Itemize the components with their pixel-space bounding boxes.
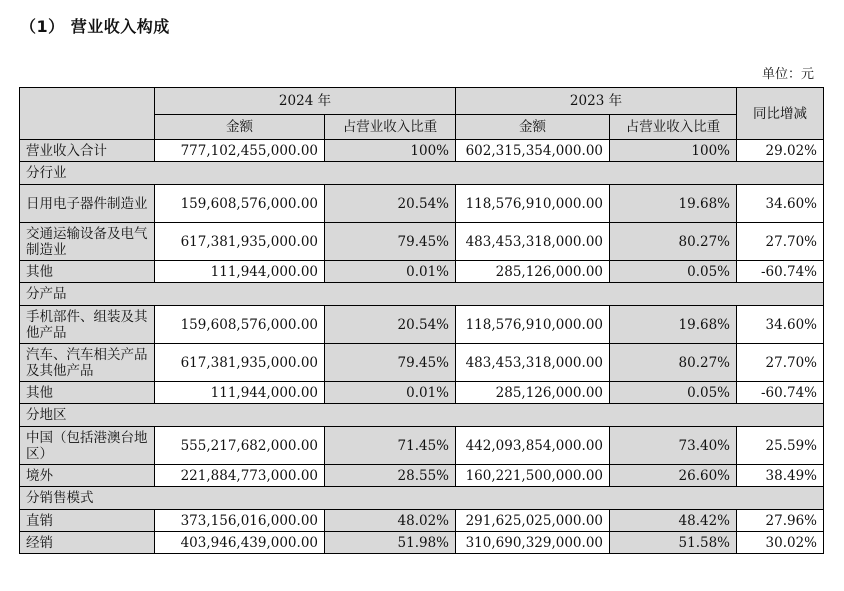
- amount-2023-cell: 442,093,854,000.00: [456, 427, 610, 465]
- ratio-2023-cell: 0.05%: [610, 382, 737, 404]
- unit-label: 单位：元: [761, 67, 814, 82]
- row-label: 交通运输设备及电气制造业: [20, 223, 155, 261]
- table-row: [20, 382, 824, 404]
- section-label: 分行业: [20, 162, 824, 185]
- header-blank: [20, 88, 155, 140]
- revenue-composition-table: [19, 87, 824, 554]
- section-label: 分销售模式: [20, 487, 824, 510]
- row-label: 经销: [20, 532, 155, 554]
- yoy-cell: 30.02%: [737, 532, 824, 554]
- amount-2024-cell: 159,608,576,000.00: [155, 306, 325, 344]
- ratio-2023-cell: 73.40%: [610, 427, 737, 465]
- yoy-cell: -60.74%: [737, 261, 824, 283]
- table-row: [20, 306, 824, 344]
- yoy-cell: 27.70%: [737, 223, 824, 261]
- section-title: （1） 营业收入构成: [20, 17, 170, 36]
- ratio-2023-cell: 19.68%: [610, 185, 737, 223]
- ratio-2024-cell: 79.45%: [325, 344, 456, 382]
- ratio-2024-cell: 20.54%: [325, 306, 456, 344]
- amount-2024-cell: 617,381,935,000.00: [155, 344, 325, 382]
- header-ratio-2024: 占营业收入比重: [325, 115, 456, 140]
- yoy-cell: 29.02%: [737, 140, 824, 162]
- yoy-cell: 27.96%: [737, 510, 824, 532]
- section-label: 分产品: [20, 283, 824, 306]
- ratio-2024-cell: 79.45%: [325, 223, 456, 261]
- table-row: [20, 344, 824, 382]
- header-amount-2024: 金额: [155, 115, 325, 140]
- yoy-cell: 27.70%: [737, 344, 824, 382]
- amount-2023-cell: 483,453,318,000.00: [456, 223, 610, 261]
- amount-2023-cell: 285,126,000.00: [456, 382, 610, 404]
- yoy-cell: -60.74%: [737, 382, 824, 404]
- ratio-2023-cell: 80.27%: [610, 344, 737, 382]
- amount-2023-cell: 291,625,025,000.00: [456, 510, 610, 532]
- header-year-2023: 2023 年: [456, 88, 737, 115]
- table-row: [20, 510, 824, 532]
- ratio-2023-cell: 51.58%: [610, 532, 737, 554]
- section-row: [20, 404, 824, 427]
- amount-2023-cell: 310,690,329,000.00: [456, 532, 610, 554]
- section-row: [20, 283, 824, 306]
- row-label: 其他: [20, 261, 155, 283]
- section-row: [20, 487, 824, 510]
- row-label: 境外: [20, 465, 155, 487]
- amount-2024-cell: 159,608,576,000.00: [155, 185, 325, 223]
- row-label: 日用电子器件制造业: [20, 185, 155, 223]
- row-label: 中国（包括港澳台地区）: [20, 427, 155, 465]
- section-row: [20, 162, 824, 185]
- amount-2024-cell: 777,102,455,000.00: [155, 140, 325, 162]
- table-row: [20, 532, 824, 554]
- row-label: 手机部件、组装及其他产品: [20, 306, 155, 344]
- amount-2024-cell: 617,381,935,000.00: [155, 223, 325, 261]
- amount-2024-cell: 221,884,773,000.00: [155, 465, 325, 487]
- amount-2023-cell: 285,126,000.00: [456, 261, 610, 283]
- ratio-2024-cell: 20.54%: [325, 185, 456, 223]
- ratio-2024-cell: 48.02%: [325, 510, 456, 532]
- ratio-2023-cell: 26.60%: [610, 465, 737, 487]
- ratio-2023-cell: 19.68%: [610, 306, 737, 344]
- amount-2024-cell: 111,944,000.00: [155, 382, 325, 404]
- amount-2023-cell: 602,315,354,000.00: [456, 140, 610, 162]
- amount-2024-cell: 555,217,682,000.00: [155, 427, 325, 465]
- table-row: [20, 140, 824, 162]
- row-label: 其他: [20, 382, 155, 404]
- ratio-2023-cell: 48.42%: [610, 510, 737, 532]
- ratio-2024-cell: 51.98%: [325, 532, 456, 554]
- amount-2023-cell: 160,221,500,000.00: [456, 465, 610, 487]
- header-year-2024: 2024 年: [155, 88, 456, 115]
- yoy-cell: 25.59%: [737, 427, 824, 465]
- ratio-2023-cell: 100%: [610, 140, 737, 162]
- amount-2024-cell: 373,156,016,000.00: [155, 510, 325, 532]
- yoy-cell: 38.49%: [737, 465, 824, 487]
- table-row: [20, 427, 824, 465]
- ratio-2024-cell: 0.01%: [325, 261, 456, 283]
- header-ratio-2023: 占营业收入比重: [610, 115, 737, 140]
- amount-2023-cell: 118,576,910,000.00: [456, 306, 610, 344]
- row-label: 汽车、汽车相关产品及其他产品: [20, 344, 155, 382]
- amount-2024-cell: 111,944,000.00: [155, 261, 325, 283]
- amount-2023-cell: 118,576,910,000.00: [456, 185, 610, 223]
- yoy-cell: 34.60%: [737, 306, 824, 344]
- section-label: 分地区: [20, 404, 824, 427]
- ratio-2024-cell: 100%: [325, 140, 456, 162]
- table-row: [20, 261, 824, 283]
- header-yoy: 同比增减: [737, 88, 824, 140]
- ratio-2023-cell: 0.05%: [610, 261, 737, 283]
- table-row: [20, 223, 824, 261]
- ratio-2024-cell: 71.45%: [325, 427, 456, 465]
- amount-2024-cell: 403,946,439,000.00: [155, 532, 325, 554]
- ratio-2024-cell: 28.55%: [325, 465, 456, 487]
- ratio-2024-cell: 0.01%: [325, 382, 456, 404]
- amount-2023-cell: 483,453,318,000.00: [456, 344, 610, 382]
- yoy-cell: 34.60%: [737, 185, 824, 223]
- table-row: [20, 465, 824, 487]
- row-label: 营业收入合计: [20, 140, 155, 162]
- table-body: [20, 140, 824, 554]
- table-row: [20, 185, 824, 223]
- header-amount-2023: 金额: [456, 115, 610, 140]
- ratio-2023-cell: 80.27%: [610, 223, 737, 261]
- row-label: 直销: [20, 510, 155, 532]
